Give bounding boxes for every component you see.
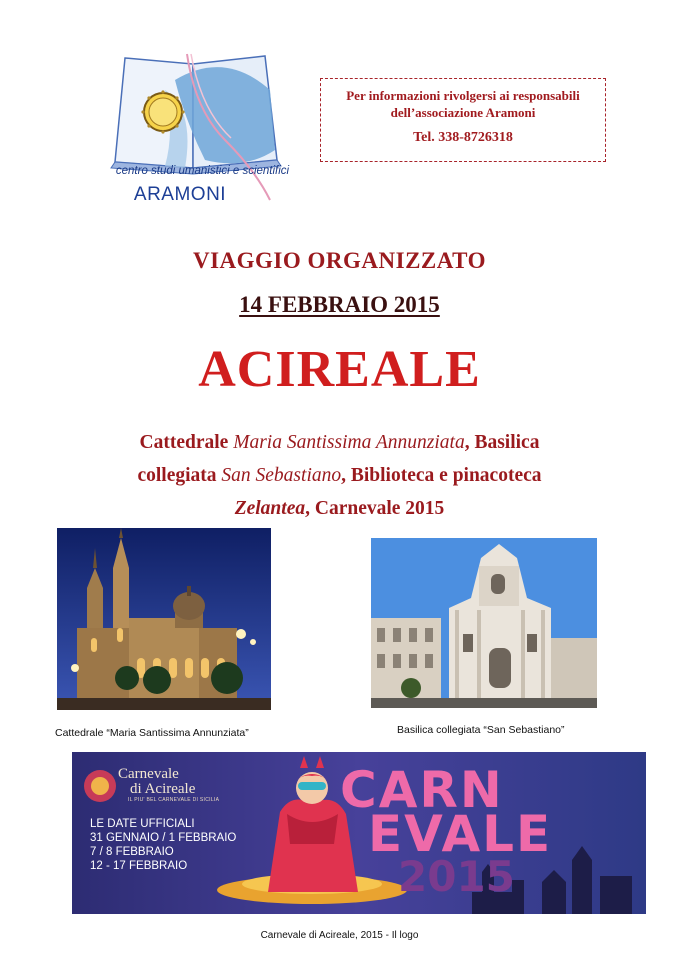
date-3: 12 - 17 FEBBRAIO (90, 860, 188, 872)
banner-big-line-1: CARN (340, 761, 504, 819)
logo-name: ARAMONI (133, 184, 227, 205)
banner-big-line-2: EVALE (368, 805, 553, 863)
date-text: 14 FEBBRAIO 2015 (239, 292, 440, 317)
banner-tagline: IL PIU' BEL CARNEVALE DI SICILIA (128, 797, 220, 803)
desc-italic: Maria Santissima Annunziata (233, 432, 465, 453)
banner-year: 2015 (398, 852, 515, 901)
desc-italic-bold: Zelantea (234, 498, 306, 519)
date-1: 31 GENNAIO / 1 FEBBRAIO (90, 832, 237, 844)
basilica-caption: Basilica collegiata “San Sebastiano” (397, 724, 565, 736)
trip-heading: VIAGGIO ORGANIZZATO (192, 248, 486, 273)
banner-title-line-1: Carnevale (118, 766, 179, 782)
places-description (60, 426, 619, 525)
info-box (320, 78, 606, 162)
desc-italic: San Sebastiano (221, 465, 342, 486)
date-2: 7 / 8 FEBBRAIO (90, 846, 174, 858)
desc-part: , Basilica (464, 432, 540, 453)
banner-caption: Carnevale di Acireale, 2015 - Il logo (260, 930, 419, 941)
cathedral-caption: Cattedrale “Maria Santissima Annunziata” (55, 727, 249, 739)
desc-part: , Biblioteca e pinacoteca (341, 465, 542, 486)
info-line-2: dell’associazione Aramoni (390, 105, 536, 120)
desc-part: , Carnevale 2015 (305, 498, 445, 519)
basilica-photo (371, 538, 597, 708)
info-line-1: Per informazioni rivolgersi ai responsabili (346, 88, 580, 103)
city-heading: ACIREALE (198, 341, 481, 398)
desc-part: Cattedrale (139, 432, 234, 453)
banner-title-line-2: di Acireale (130, 781, 196, 797)
dates-heading: LE DATE UFFICIALI (90, 818, 195, 830)
date-heading (0, 292, 679, 318)
cathedral-photo (57, 528, 271, 710)
logo-subtitle: centro studi umanistici e scientifici (115, 165, 290, 177)
banner-dates (90, 817, 236, 873)
desc-part: collegiata (137, 465, 222, 486)
info-phone: Tel. 338-8726318 (413, 130, 513, 145)
